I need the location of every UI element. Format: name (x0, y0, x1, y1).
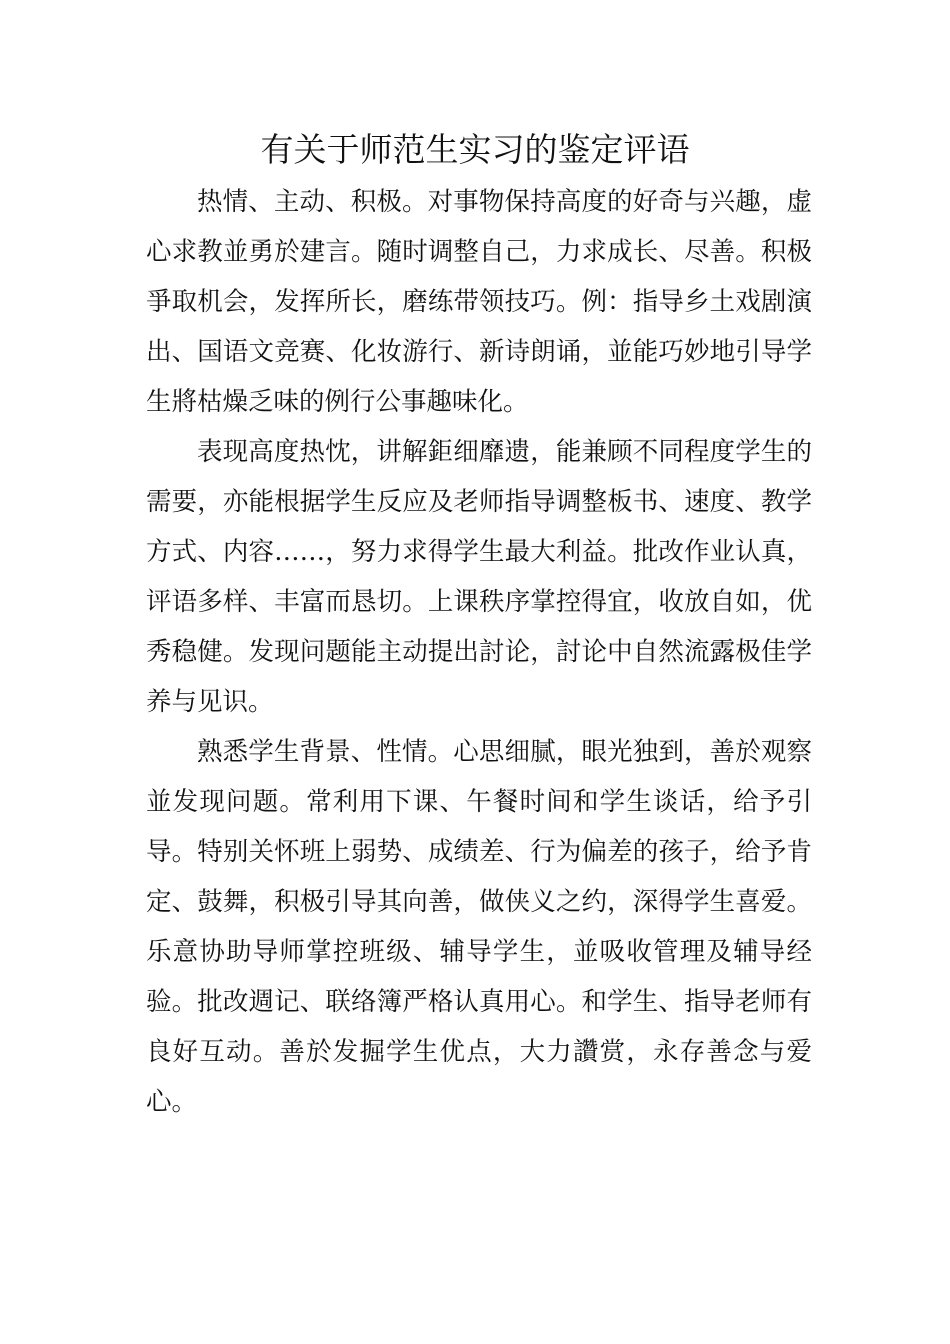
document-body (146, 177, 812, 1127)
paragraph-3: 熟悉学生背景、性情。心思细腻，眼光独到，善於观察並发现问题。常利用下课、午餐时间和学生谈话，给予引导。特别关怀班上弱势、成绩差、行为偏差的孩子，给予肯定、鼓舞，积极引导其向善，做侠义之约，深得学生喜爱。乐意协助导师掌控班级、辅导学生，並吸收管理及辅导经验。批改週记、联络簿严格认真用心。和学生、指导老师有良好互动。善於发掘学生优点，大力讚赏，永存善念与爱心。 (146, 737, 812, 1117)
document-title: 有关于师范生实习的鉴定评语 (260, 130, 690, 169)
paragraph-2: 表现高度热忱，讲解鉅细靡遗，能兼顾不同程度学生的需要，亦能根据学生反应及老师指导调整板书、速度、教学方式、内容……，努力求得学生最大利益。批改作业认真，评语多样、丰富而恳切。上课秩序掌控得宜，收放自如，优秀稳健。发现问题能主动提出討论，討论中自然流露极佳学养与见识。 (146, 437, 812, 717)
paragraph-1: 热情、主动、积极。对事物保持高度的好奇与兴趣，虚心求教並勇於建言。随时调整自己，力求成长、尽善。积极爭取机会，发挥所长，磨练带领技巧。例：指导乡土戏剧演出、国语文竞赛、化妆游行、新诗朗诵，並能巧妙地引导学生將枯燥乏味的例行公事趣味化。 (146, 187, 812, 417)
